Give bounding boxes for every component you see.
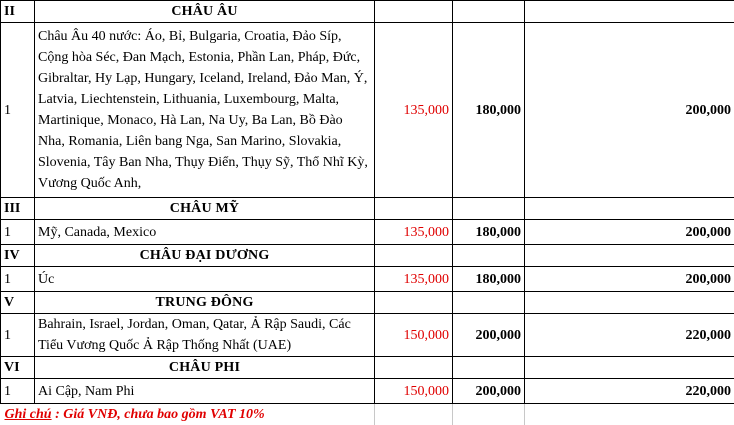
countries-cell: Ai Cập, Nam Phi	[35, 379, 375, 404]
section-title: CHÂU MỸ	[35, 198, 375, 220]
section-header-row	[1, 1, 734, 23]
table-row	[1, 220, 734, 245]
price-1-cell: 135,000	[375, 267, 453, 292]
row-number: 1	[1, 267, 35, 292]
price-1-cell: 135,000	[375, 23, 453, 198]
row-number: 1	[1, 23, 35, 198]
empty-cell	[525, 1, 734, 23]
section-title: CHÂU PHI	[35, 357, 375, 379]
note-body: : Giá VNĐ, chưa bao gồm VAT 10%	[52, 407, 265, 422]
empty-cell	[375, 245, 453, 267]
table-row	[1, 23, 734, 198]
empty-cell	[525, 198, 734, 220]
countries-cell: Mỹ, Canada, Mexico	[35, 220, 375, 245]
empty-cell	[453, 1, 525, 23]
section-number: IV	[1, 245, 35, 267]
table-row	[1, 314, 734, 357]
empty-cell	[375, 1, 453, 23]
price-2-cell: 180,000	[453, 23, 525, 198]
empty-cell	[525, 245, 734, 267]
empty-cell	[453, 245, 525, 267]
price-3-cell: 220,000	[525, 314, 734, 357]
empty-cell	[525, 357, 734, 379]
price-3-cell: 220,000	[525, 379, 734, 404]
section-number: VI	[1, 357, 35, 379]
row-number: 1	[1, 314, 35, 357]
price-2-cell: 200,000	[453, 314, 525, 357]
section-number: III	[1, 198, 35, 220]
empty-cell	[453, 292, 525, 314]
section-title: CHÂU ĐẠI DƯƠNG	[35, 245, 375, 267]
price-2-cell: 200,000	[453, 379, 525, 404]
note-label: Ghi chú	[5, 407, 52, 422]
countries-cell: Châu Âu 40 nước: Áo, Bỉ, Bulgaria, Croatia, Đảo Síp, Cộng hòa Séc, Đan Mạch, Estonia, Phần Lan, Pháp, Đức, Gibraltar, Hy Lạp, Hungary, Iceland, Ireland, Đảo Man, Ý, Latvia, Liechtenstein, Lithuania, Luxembourg, Malta, Martinique, Monaco, Hà Lan, Na Uy, Ba Lan, Bồ Đào Nha, Romania, Liên bang Nga, San Marino, Slovakia, Slovenia, Tây Ban Nha, Thụy Điển, Thụy Sỹ, Thổ Nhĩ Kỳ, Vương Quốc Anh,	[35, 23, 375, 198]
price-3-cell: 200,000	[525, 220, 734, 245]
empty-cell	[453, 357, 525, 379]
table-row	[1, 267, 734, 292]
price-1-cell: 135,000	[375, 220, 453, 245]
section-number: V	[1, 292, 35, 314]
price-2-cell: 180,000	[453, 267, 525, 292]
empty-cell	[375, 198, 453, 220]
price-2-cell: 180,000	[453, 220, 525, 245]
row-number: 1	[1, 379, 35, 404]
empty-cell	[525, 292, 734, 314]
empty-cell	[375, 292, 453, 314]
price-3-cell: 200,000	[525, 23, 734, 198]
section-number: II	[1, 1, 35, 23]
row-number: 1	[1, 220, 35, 245]
countries-cell: Bahrain, Israel, Jordan, Oman, Qatar, Ả Rập Saudi, Các Tiểu Vương Quốc Ả Rập Thống Nhất (UAE)	[35, 314, 375, 357]
price-1-cell: 150,000	[375, 379, 453, 404]
price-1-cell: 150,000	[375, 314, 453, 357]
section-title: CHÂU ÂU	[35, 1, 375, 23]
price-3-cell: 200,000	[525, 267, 734, 292]
table-row	[1, 379, 734, 404]
countries-cell: Úc	[35, 267, 375, 292]
section-header-row	[1, 245, 734, 267]
empty-cell	[375, 357, 453, 379]
section-header-row	[1, 292, 734, 314]
empty-cell	[453, 198, 525, 220]
section-title: TRUNG ĐÔNG	[35, 292, 375, 314]
section-header-row	[1, 198, 734, 220]
section-header-row	[1, 357, 734, 379]
